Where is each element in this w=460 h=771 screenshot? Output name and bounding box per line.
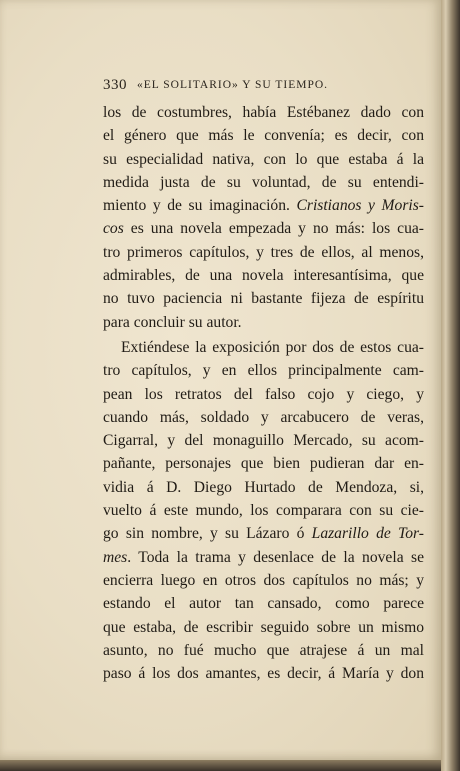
text-line: estando el autor tan cansado, como parece bbox=[103, 595, 424, 613]
text-line: mes. Toda la trama y desenlace de la novela se bbox=[103, 548, 424, 566]
text-line: tro primeros capítulos, y tres de ellos, al menos, bbox=[103, 243, 424, 261]
page-header bbox=[0, 77, 441, 97]
text-line: no tuvo paciencia ni bastante fijeza de espíritu bbox=[103, 290, 424, 308]
text-line: encierra luego en otros dos capítulos no más; y bbox=[103, 571, 424, 589]
italic-title: Lazarillo de Tor- bbox=[311, 525, 424, 543]
text-line: su especialidad nativa, con lo que estaba á la bbox=[103, 150, 424, 168]
text-line: pañante, personajes que bien pudieran dar en- bbox=[103, 455, 424, 473]
running-head: «EL SOLITARIO» Y SU TIEMPO. bbox=[137, 79, 329, 91]
text-line: paso á los dos amantes, es decir, á María y don bbox=[103, 665, 424, 683]
text-line: vuelto á este mundo, los comparara con su cie- bbox=[103, 502, 424, 520]
text-line: go sin nombre, y su Lázaro ó Lazarillo de Tor- bbox=[103, 525, 424, 543]
text-line: el género que más le convenía; es decir, con bbox=[103, 127, 424, 145]
body-text bbox=[103, 101, 424, 685]
page-number: 330 bbox=[103, 77, 127, 93]
text-line: Cigarral, y del monaguillo Mercado, su acom- bbox=[103, 432, 424, 450]
text-line: para concluir su autor. bbox=[103, 313, 242, 331]
italic-title: mes bbox=[103, 548, 128, 566]
text-line: tro capítulos, y en ellos principalmente cam- bbox=[103, 362, 424, 380]
book-edge-bottom bbox=[0, 760, 441, 771]
book-edge-right bbox=[441, 0, 460, 771]
text-line: medida justa de su voluntad, de su entendi- bbox=[103, 173, 424, 191]
italic-title: cos bbox=[103, 220, 124, 238]
text-line: Extiéndese la exposición por dos de estos cua- bbox=[121, 338, 424, 356]
text-line: admirables, de una novela interesantísima, que bbox=[103, 267, 424, 285]
text-line: cuando más, soldado y arcabucero de veras, bbox=[103, 408, 424, 426]
text-line: los de costumbres, había Estébanez dado con bbox=[103, 104, 424, 121]
italic-title: Cristianos y Moris- bbox=[296, 197, 424, 215]
text-line: vidia á D. Diego Hurtado de Mendoza, si, bbox=[103, 478, 424, 496]
text-line: asunto, no fué mucho que atrajese á un mal bbox=[103, 641, 424, 659]
text-line: pean los retratos del falso cojo y ciego, y bbox=[103, 385, 424, 403]
text-line: cos es una novela empezada y no más: los cua- bbox=[103, 220, 424, 238]
text-line: miento y de su imaginación. Cristianos y Moris- bbox=[103, 197, 424, 215]
text-line: que estaba, de escribir seguido sobre un mismo bbox=[103, 618, 424, 636]
